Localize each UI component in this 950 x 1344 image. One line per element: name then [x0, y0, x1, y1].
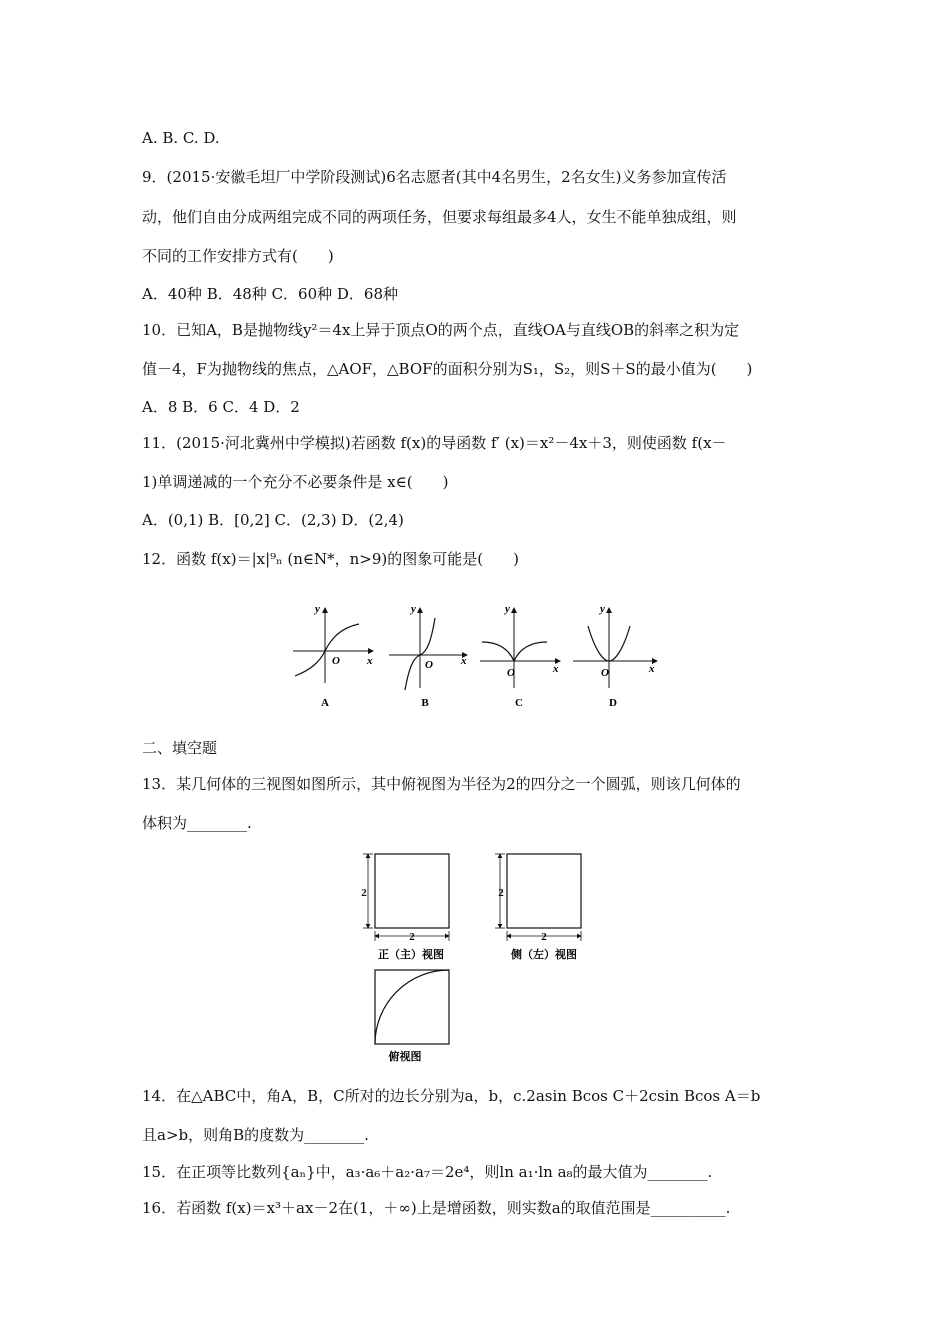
front-view-width-label: 2 — [409, 931, 415, 943]
graph-b-y-label: y — [411, 603, 416, 615]
graph-a-origin-label: O — [332, 655, 340, 667]
question-10-options: A．8 B．6 C．4 D．2 — [142, 398, 300, 416]
graph-b — [389, 603, 467, 709]
top-view-caption: 俯视图 — [388, 1051, 422, 1063]
front-view — [361, 854, 449, 961]
graph-a-y-label: y — [315, 603, 320, 615]
graph-c — [480, 603, 560, 709]
question-9-options: A．40种 B．48种 C．60种 D．68种 — [142, 285, 399, 303]
question-14-line-2: 且a>b，则角B的度数为________. — [142, 1126, 369, 1144]
section-heading-fill-in: 二、填空题 — [142, 739, 218, 757]
question-13-line-2: 体积为________. — [142, 814, 252, 832]
question-9-line-2: 动，他们自由分成两组完成不同的两项任务，但要求每组最多4人，女生不能单独成组，则 — [142, 208, 737, 226]
side-view-height-label: 2 — [498, 887, 504, 899]
front-view-caption: 正（主）视图 — [378, 949, 444, 961]
graph-c-caption: C — [515, 697, 523, 709]
graph-d — [573, 603, 657, 709]
question-9-line-1: 9．(2015·安徽毛坦厂中学阶段测试)6名志愿者(其中4名男生，2名女生)义务参加宣传活 — [142, 168, 727, 186]
graph-d-caption: D — [609, 697, 617, 709]
graph-d-x-label: x — [649, 663, 655, 675]
question-11-options: A．(0,1) B．[0,2] C．(2,3) D．(2,4) — [142, 511, 404, 529]
graph-c-x-label: x — [553, 663, 559, 675]
question-10-line-1: 10．已知A，B是抛物线y²＝4x上异于顶点O的两个点，直线OA与直线OB的斜率之积为定 — [142, 321, 740, 339]
graph-b-caption: B — [421, 697, 429, 709]
question-14-line-1: 14．在△ABC中，角A，B，C所对的边长分别为a，b，c.2asin Bcos C＋2csin Bcos A＝b — [142, 1087, 761, 1105]
question-11-line-1: 11．(2015·河北冀州中学模拟)若函数 f(x)的导函数 f′ (x)＝x²－4x＋3，则使函数 f(x－ — [142, 434, 727, 452]
graph-d-y-label: y — [600, 603, 605, 615]
three-views-figure — [355, 848, 595, 1064]
question-11-line-2: 1)单调递减的一个充分不必要条件是 x∈( ) — [142, 473, 449, 491]
graph-b-x-label: x — [461, 655, 467, 667]
side-view-caption: 侧（左）视图 — [511, 949, 577, 961]
graph-d-origin-label: O — [601, 667, 609, 679]
choice-options-q8: A. B. C. D. — [142, 129, 220, 147]
graph-a-x-label: x — [367, 655, 373, 667]
question-9-line-3: 不同的工作安排方式有( ) — [142, 247, 334, 265]
front-view-height-label: 2 — [361, 887, 367, 899]
top-view — [375, 970, 449, 1063]
graph-a-caption: A — [321, 697, 329, 709]
graph-c-y-label: y — [505, 603, 510, 615]
side-view — [495, 854, 581, 961]
question-12-line-1: 12．函数 f(x)＝|x|⁹ₙ (n∈N*，n>9)的图象可能是( ) — [142, 550, 519, 568]
side-view-width-label: 2 — [541, 931, 547, 943]
question-16-line: 16．若函数 f(x)＝x³＋ax－2在(1，＋∞)上是增函数，则实数a的取值范围是__________. — [142, 1199, 731, 1217]
graph-b-origin-label: O — [425, 659, 433, 671]
question-13-line-1: 13．某几何体的三视图如图所示，其中俯视图为半径为2的四分之一个圆弧，则该几何体的 — [142, 775, 741, 793]
question-10-line-2: 值－4，F为抛物线的焦点，△AOF，△BOF的面积分别为S₁，S₂，则S＋S的最小值为( ) — [142, 360, 753, 378]
function-graphs-figure — [285, 598, 665, 714]
graph-a — [293, 603, 373, 709]
graph-c-origin-label: O — [507, 667, 515, 679]
question-15-line: 15．在正项等比数列{aₙ}中，a₃·a₆＋a₂·a₇＝2e⁴，则ln a₁·ln a₈的最大值为________. — [142, 1163, 713, 1181]
